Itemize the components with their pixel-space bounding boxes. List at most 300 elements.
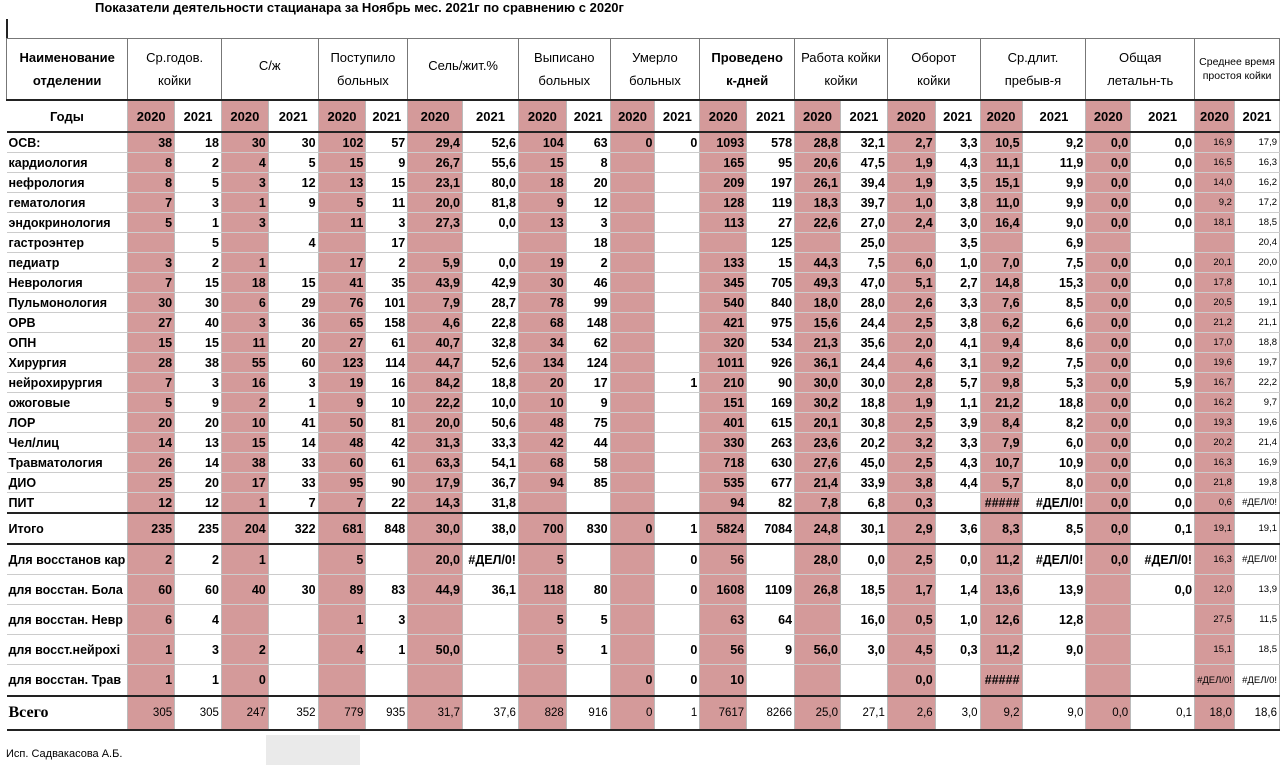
cell-value: 63 xyxy=(566,132,610,153)
row-name: ДИО xyxy=(7,473,128,493)
cell-value: 1011 xyxy=(700,353,747,373)
cell-value: 8,6 xyxy=(1022,333,1086,353)
cell-value: 9 xyxy=(566,393,610,413)
cell-value: 5,7 xyxy=(980,473,1022,493)
cell-value: 27,3 xyxy=(408,213,463,233)
cell-value: 0,0 xyxy=(1131,132,1195,153)
cell-value: 21,1 xyxy=(1234,313,1279,333)
cell-value: 0,0 xyxy=(1086,373,1131,393)
cell-value: 32,1 xyxy=(840,132,887,153)
row-name: Хирургия xyxy=(7,353,128,373)
row-name: гастроэнтер xyxy=(7,233,128,253)
cell-value: 15 xyxy=(175,333,222,353)
cell-value: 22,2 xyxy=(1234,373,1279,393)
cell-value: 0 xyxy=(610,132,655,153)
cell-value: 7084 xyxy=(747,513,795,544)
cell-value: 30 xyxy=(221,132,268,153)
cell-value: 0,0 xyxy=(887,665,935,697)
cell-value: 0 xyxy=(610,665,655,697)
cell-value: 6 xyxy=(128,605,175,635)
cell-value: 36,1 xyxy=(462,575,518,605)
cell-value: 158 xyxy=(366,313,408,333)
cell-value: 63 xyxy=(700,605,747,635)
cell-value: 935 xyxy=(366,696,408,730)
cell-value: 25,0 xyxy=(840,233,887,253)
cell-value: 263 xyxy=(747,433,795,453)
cell-value: 2 xyxy=(221,393,268,413)
row-name: ОРВ xyxy=(7,313,128,333)
cell-value: 114 xyxy=(366,353,408,373)
cell-value: 18,8 xyxy=(462,373,518,393)
cell-value xyxy=(655,413,700,433)
cell-value: 7 xyxy=(318,493,366,514)
cell-value: 95 xyxy=(747,153,795,173)
cell-value: 60 xyxy=(268,353,318,373)
cell-value: 19 xyxy=(518,253,566,273)
cell-value: 31,7 xyxy=(408,696,463,730)
cell-value: 0,0 xyxy=(1086,253,1131,273)
cell-value: 6,6 xyxy=(1022,313,1086,333)
cell-value: 0,0 xyxy=(1086,293,1131,313)
cell-value: 0 xyxy=(610,513,655,544)
cell-value xyxy=(655,193,700,213)
cell-value: 5 xyxy=(128,213,175,233)
cell-value: 10 xyxy=(700,665,747,697)
cell-value xyxy=(566,665,610,697)
year-y2020-2: 2020 xyxy=(318,100,366,132)
cell-value: 3 xyxy=(366,605,408,635)
cell-value xyxy=(935,493,980,514)
cell-value: 11,1 xyxy=(980,153,1022,173)
cell-value: 2 xyxy=(128,544,175,575)
cell-value: 13,6 xyxy=(980,575,1022,605)
row-name: педиатр xyxy=(7,253,128,273)
cell-value: 840 xyxy=(747,293,795,313)
cell-value: 352 xyxy=(268,696,318,730)
cell-value: 15 xyxy=(518,153,566,173)
cell-value xyxy=(747,665,795,697)
cell-value: 3,0 xyxy=(935,696,980,730)
cell-value: 9 xyxy=(175,393,222,413)
cell-value: 30,2 xyxy=(795,393,841,413)
cell-value: 17 xyxy=(318,253,366,273)
cell-value: 128 xyxy=(700,193,747,213)
cell-value: 20,2 xyxy=(840,433,887,453)
cell-value: 0,0 xyxy=(1131,353,1195,373)
cell-value: 2 xyxy=(221,635,268,665)
cell-value: 0,0 xyxy=(1131,313,1195,333)
row-name: ПИТ xyxy=(7,493,128,514)
cell-value: 50,6 xyxy=(462,413,518,433)
cell-value: 3,1 xyxy=(935,353,980,373)
cell-value: 9,4 xyxy=(980,333,1022,353)
cell-value: 15 xyxy=(221,433,268,453)
cell-value: 76 xyxy=(318,293,366,313)
cell-value: 16,7 xyxy=(1195,373,1235,393)
cell-value: 15,3 xyxy=(1022,273,1086,293)
cell-value: 75 xyxy=(566,413,610,433)
cell-value: 0 xyxy=(655,132,700,153)
cell-value: 3 xyxy=(268,373,318,393)
cell-value xyxy=(655,333,700,353)
cell-value: 102 xyxy=(318,132,366,153)
cell-value xyxy=(268,665,318,697)
cell-value: 1,9 xyxy=(887,393,935,413)
cell-value: 578 xyxy=(747,132,795,153)
cell-value: 1 xyxy=(655,513,700,544)
cell-value: 2,5 xyxy=(887,413,935,433)
cell-value: 3 xyxy=(128,253,175,273)
cell-value: 0,0 xyxy=(1086,493,1131,514)
cell-value: 2,4 xyxy=(887,213,935,233)
cell-value: 1,9 xyxy=(887,173,935,193)
table-row xyxy=(7,413,1280,433)
cell-value: 12 xyxy=(566,193,610,213)
cell-value: 4 xyxy=(268,233,318,253)
cell-value: 8,5 xyxy=(1022,513,1086,544)
cell-value: #ДЕЛ/0! xyxy=(1234,544,1279,575)
cell-value xyxy=(221,233,268,253)
cell-value: 36 xyxy=(268,313,318,333)
cell-value: 677 xyxy=(747,473,795,493)
cell-value xyxy=(1131,233,1195,253)
cell-value xyxy=(318,665,366,697)
cell-value xyxy=(610,273,655,293)
cell-value xyxy=(268,213,318,233)
table-row xyxy=(7,544,1280,575)
cell-value: 15 xyxy=(175,273,222,293)
cell-value xyxy=(610,473,655,493)
cell-value: 60 xyxy=(318,453,366,473)
cell-value xyxy=(1131,665,1195,697)
cell-value: 13,9 xyxy=(1234,575,1279,605)
table-row xyxy=(7,253,1280,273)
cell-value: 1 xyxy=(566,635,610,665)
cell-value: 0,0 xyxy=(1086,413,1131,433)
cell-value xyxy=(318,233,366,253)
cell-value: 1,1 xyxy=(935,393,980,413)
cell-value: 15 xyxy=(366,173,408,193)
cell-value xyxy=(610,253,655,273)
cell-value: 0,0 xyxy=(1131,293,1195,313)
row-name: ОСВ: xyxy=(7,132,128,153)
row-name: гематология xyxy=(7,193,128,213)
cell-value xyxy=(655,433,700,453)
cell-value: 19,1 xyxy=(1234,513,1279,544)
cell-value: 0,0 xyxy=(1086,473,1131,493)
cell-value: 10,1 xyxy=(1234,273,1279,293)
cell-value: 7,9 xyxy=(980,433,1022,453)
cell-value: 14,8 xyxy=(980,273,1022,293)
cell-value: 0,0 xyxy=(1131,575,1195,605)
cell-value: 125 xyxy=(747,233,795,253)
cell-value: #ДЕЛ/0! xyxy=(1022,544,1086,575)
cell-value: 42,9 xyxy=(462,273,518,293)
cell-value xyxy=(462,635,518,665)
cell-value: 0,0 xyxy=(1131,433,1195,453)
cell-value: 15,1 xyxy=(1195,635,1235,665)
table-row xyxy=(7,696,1280,730)
cell-value: 15 xyxy=(268,273,318,293)
year-y2020-8: 2020 xyxy=(887,100,935,132)
cell-value: 6,2 xyxy=(980,313,1022,333)
cell-value: 68 xyxy=(518,453,566,473)
table-row xyxy=(7,353,1280,373)
cell-value xyxy=(655,153,700,173)
cell-value: 3,2 xyxy=(887,433,935,453)
year-y2021-0: 2021 xyxy=(175,100,222,132)
year-y2020-1: 2020 xyxy=(221,100,268,132)
cell-value: 7 xyxy=(128,193,175,213)
cell-value: 30,1 xyxy=(840,513,887,544)
cell-value: 39,4 xyxy=(840,173,887,193)
cell-value: 7,5 xyxy=(1022,253,1086,273)
cell-value: 15 xyxy=(747,253,795,273)
cell-value: 2,7 xyxy=(887,132,935,153)
cell-value: 16,9 xyxy=(1195,132,1235,153)
cell-value: 322 xyxy=(268,513,318,544)
cell-value xyxy=(1086,233,1131,253)
cell-value: 43,9 xyxy=(408,273,463,293)
cell-value: 7,9 xyxy=(408,293,463,313)
cell-value: 5 xyxy=(175,173,222,193)
table-row xyxy=(7,635,1280,665)
cell-value: 33 xyxy=(268,453,318,473)
cell-value: 64 xyxy=(747,605,795,635)
cell-value: #ДЕЛ/0! xyxy=(1234,665,1279,697)
cell-value: 20 xyxy=(175,413,222,433)
cell-value: 11 xyxy=(318,213,366,233)
cell-value: 31,8 xyxy=(462,493,518,514)
cell-value: 9,0 xyxy=(1022,696,1086,730)
cell-value: 40,7 xyxy=(408,333,463,353)
cell-value: 828 xyxy=(518,696,566,730)
cell-value: 50,0 xyxy=(408,635,463,665)
cell-value: 1 xyxy=(655,373,700,393)
cell-value: 7,8 xyxy=(795,493,841,514)
cell-value: 5,9 xyxy=(1131,373,1195,393)
header-group-7: Работа койки койки xyxy=(795,39,888,101)
cell-value: 61 xyxy=(366,453,408,473)
cell-value: 38 xyxy=(221,453,268,473)
cell-value: 19,1 xyxy=(1234,293,1279,313)
cell-value: 1 xyxy=(655,696,700,730)
cell-value: 8 xyxy=(566,153,610,173)
cell-value: 7,0 xyxy=(980,253,1022,273)
cell-value xyxy=(655,473,700,493)
cell-value: 718 xyxy=(700,453,747,473)
cell-value xyxy=(462,233,518,253)
cell-value: 68 xyxy=(518,313,566,333)
cell-value xyxy=(408,605,463,635)
cell-value: 94 xyxy=(700,493,747,514)
cell-value: 3,8 xyxy=(935,193,980,213)
cell-value: 18,5 xyxy=(1234,635,1279,665)
cell-value: 7 xyxy=(128,373,175,393)
cell-value: 6,9 xyxy=(1022,233,1086,253)
cell-value: 16,5 xyxy=(1195,153,1235,173)
cell-value: 3,5 xyxy=(935,233,980,253)
cell-value: 5 xyxy=(175,233,222,253)
cell-value: 24,8 xyxy=(795,513,841,544)
cell-value xyxy=(1131,605,1195,635)
cell-value: 0,0 xyxy=(1086,433,1131,453)
cell-value: 0,0 xyxy=(935,544,980,575)
row-name: Травматология xyxy=(7,453,128,473)
cell-value: 9,2 xyxy=(980,353,1022,373)
cell-value xyxy=(610,544,655,575)
cell-value: 0 xyxy=(221,665,268,697)
cell-value: 1 xyxy=(128,665,175,697)
cell-value: #ДЕЛ/0! xyxy=(1022,493,1086,514)
cell-value: 17,9 xyxy=(408,473,463,493)
year-y2021-5: 2021 xyxy=(655,100,700,132)
cell-value: 0 xyxy=(655,635,700,665)
cell-value: 16 xyxy=(366,373,408,393)
cell-value: 3 xyxy=(175,373,222,393)
year-y2021-10: 2021 xyxy=(1131,100,1195,132)
cell-value xyxy=(268,544,318,575)
cell-value: 5 xyxy=(318,193,366,213)
cell-value: 4 xyxy=(175,605,222,635)
table-row xyxy=(7,193,1280,213)
row-name: для восстан. Невр xyxy=(7,605,128,635)
cell-value: 17,2 xyxy=(1234,193,1279,213)
cell-value: 18,0 xyxy=(795,293,841,313)
table-row xyxy=(7,313,1280,333)
cell-value: 0,0 xyxy=(1086,353,1131,373)
cell-value: 24,4 xyxy=(840,313,887,333)
cell-value: 1 xyxy=(318,605,366,635)
cell-value: 22,6 xyxy=(795,213,841,233)
cell-value: 2,5 xyxy=(887,453,935,473)
cell-value: ##### xyxy=(980,665,1022,697)
cell-value: 41 xyxy=(318,273,366,293)
cell-value: 630 xyxy=(747,453,795,473)
cell-value: 52,6 xyxy=(462,353,518,373)
cell-value: 16,3 xyxy=(1234,153,1279,173)
cell-value: 16,2 xyxy=(1195,393,1235,413)
year-y2021-3: 2021 xyxy=(462,100,518,132)
cell-value: 30 xyxy=(175,293,222,313)
cell-value: 60 xyxy=(128,575,175,605)
cell-value: 124 xyxy=(566,353,610,373)
cell-value: 27,5 xyxy=(1195,605,1235,635)
cell-value: 13 xyxy=(175,433,222,453)
row-name: кардиология xyxy=(7,153,128,173)
cell-value: 1 xyxy=(175,665,222,697)
cell-value: 12,6 xyxy=(980,605,1022,635)
cell-value xyxy=(221,605,268,635)
cell-value: 20,0 xyxy=(408,193,463,213)
cell-value: 55 xyxy=(221,353,268,373)
cell-value: 15,1 xyxy=(980,173,1022,193)
cell-value: 3 xyxy=(366,213,408,233)
cell-value xyxy=(610,373,655,393)
cell-value: 2,0 xyxy=(887,333,935,353)
cell-value: 0,1 xyxy=(1131,696,1195,730)
cell-value: 32,8 xyxy=(462,333,518,353)
cell-value: 4 xyxy=(318,635,366,665)
cell-value: 25,0 xyxy=(795,696,841,730)
cell-value: 3 xyxy=(221,313,268,333)
table-row xyxy=(7,373,1280,393)
cell-value: 5,7 xyxy=(935,373,980,393)
cell-value xyxy=(610,393,655,413)
cell-value: 40 xyxy=(175,313,222,333)
cell-value: 27 xyxy=(318,333,366,353)
cell-value: 12 xyxy=(128,493,175,514)
cell-value: 11 xyxy=(366,193,408,213)
report-table xyxy=(6,38,1280,731)
cell-value: 48 xyxy=(318,433,366,453)
year-y2021-9: 2021 xyxy=(1022,100,1086,132)
cell-value: 42 xyxy=(366,433,408,453)
cell-value: 8,5 xyxy=(1022,293,1086,313)
cell-value: 0,0 xyxy=(1086,213,1131,233)
year-y2021-2: 2021 xyxy=(366,100,408,132)
cell-value: 17 xyxy=(566,373,610,393)
cell-value: 28,0 xyxy=(795,544,841,575)
cell-value: 4,3 xyxy=(935,153,980,173)
cell-value: 916 xyxy=(566,696,610,730)
cell-value: 20 xyxy=(518,373,566,393)
cell-value: 9 xyxy=(747,635,795,665)
cell-value: 9,9 xyxy=(1022,193,1086,213)
cell-value: 5 xyxy=(566,605,610,635)
cell-value: 8,2 xyxy=(1022,413,1086,433)
year-y2021-11: 2021 xyxy=(1234,100,1279,132)
cell-value: 3 xyxy=(566,213,610,233)
cell-value: 1 xyxy=(221,193,268,213)
cell-value: 16,3 xyxy=(1195,544,1235,575)
cell-value: 56 xyxy=(700,544,747,575)
cell-value: 0,6 xyxy=(1195,493,1235,514)
cell-value: 8,3 xyxy=(980,513,1022,544)
cell-value: 247 xyxy=(221,696,268,730)
cell-value: 30,8 xyxy=(840,413,887,433)
table-row xyxy=(7,153,1280,173)
cell-value: 7,5 xyxy=(1022,353,1086,373)
cell-value: 15 xyxy=(318,153,366,173)
cell-value xyxy=(610,453,655,473)
cell-value: 50 xyxy=(318,413,366,433)
cell-value: 33,9 xyxy=(840,473,887,493)
row-name: эндокринология xyxy=(7,213,128,233)
cell-value: 104 xyxy=(518,132,566,153)
table-row xyxy=(7,453,1280,473)
cell-value: 28,8 xyxy=(795,132,841,153)
cell-value: 20,0 xyxy=(1234,253,1279,273)
cell-value: 9,7 xyxy=(1234,393,1279,413)
cell-value: 9,0 xyxy=(1022,213,1086,233)
cell-value xyxy=(566,493,610,514)
cell-value: 848 xyxy=(366,513,408,544)
cell-value: 19,6 xyxy=(1195,353,1235,373)
cell-value: 0 xyxy=(655,544,700,575)
cell-value: 9 xyxy=(318,393,366,413)
cell-value: 30 xyxy=(268,575,318,605)
cell-value: 8 xyxy=(128,153,175,173)
cell-value: 37,6 xyxy=(462,696,518,730)
cell-value: 56 xyxy=(700,635,747,665)
cell-value: 2 xyxy=(175,544,222,575)
cell-value: 975 xyxy=(747,313,795,333)
year-y2020-7: 2020 xyxy=(795,100,841,132)
cell-value: 0,0 xyxy=(1131,493,1195,514)
cell-value: #ДЕЛ/0! xyxy=(1234,493,1279,514)
table-row xyxy=(7,333,1280,353)
